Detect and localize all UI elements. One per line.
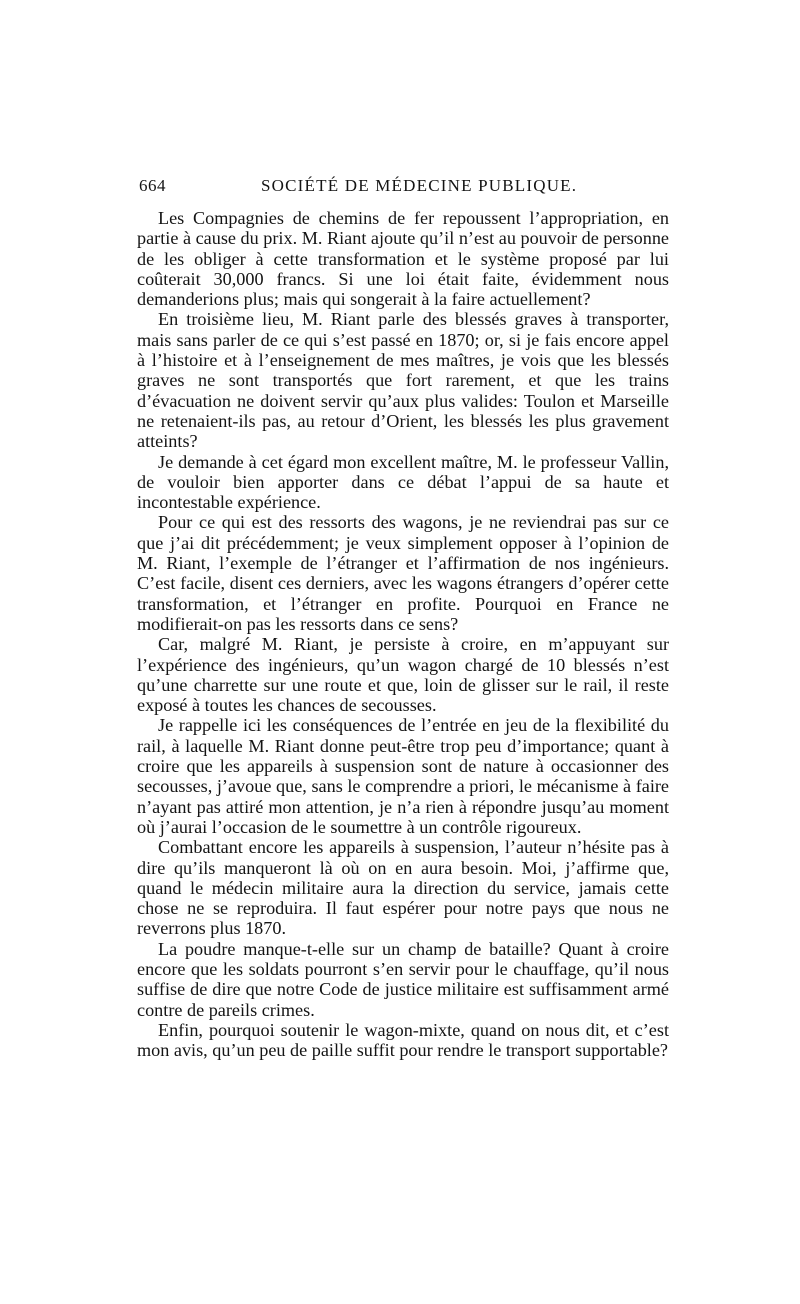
paragraph: Combattant encore les appareils à suspension, l’auteur n’hésite pas à dire qu’ils manqueront là où on en aura besoin. Moi, j’affirme que, quand le médecin militaire aura la direction du service, jamais cette chose ne se reproduira. Il faut espérer pour notre pays que nous ne reverrons plus 1870. (137, 837, 669, 939)
page-number: 664 (139, 176, 166, 195)
paragraph: Je rappelle ici les conséquences de l’entrée en jeu de la flexibilité du rail, à laquelle M. Riant donne peut-être trop peu d’importance; quant à croire que les appareils à suspension sont de nature à occasionner des secousses, j’avoue que, sans le comprendre a priori, le mécanisme à faire n’ayant pas attiré mon attention, je n’a rien à répondre jusqu’au moment où j’aurai l’occasion de le soumettre à un contrôle rigoureux. (137, 715, 669, 837)
journal-title: SOCIÉTÉ DE MÉDECINE PUBLIQUE. (261, 176, 578, 195)
paragraph: Enfin, pourquoi soutenir le wagon-mixte, quand on nous dit, et c’est mon avis, qu’un peu de paille suffit pour rendre le transport supportable? (137, 1019, 669, 1061)
book-page (137, 172, 669, 1060)
paragraph: Je demande à cet égard mon excellent maître, M. le professeur Vallin, de vouloir bien apporter dans ce débat l’appui de sa haute et incontestable expérience. (137, 451, 669, 513)
running-head (137, 172, 669, 198)
paragraph: Les Compagnies de chemins de fer repoussent l’appropriation, en partie à cause du prix. M. Riant ajoute qu’il n’est au pouvoir de personne de les obliger à cette transformation et le système proposé par lui coûterait 30,000 francs. Si une loi était faite, évidemment nous demanderions plus; mais qui songerait à la faire actuellement? (137, 208, 669, 310)
paragraph: La poudre manque-t-elle sur un champ de bataille? Quant à croire encore que les soldats pourront s’en servir pour le chauffage, qu’il nous suffise de dire que notre Code de justice militaire est suffisamment armé contre de pareils crimes. (137, 938, 669, 1020)
body-text (137, 208, 669, 1060)
paragraph: Pour ce qui est des ressorts des wagons, je ne reviendrai pas sur ce que j’ai dit précédemment; je veux simplement opposer à l’opinion de M. Riant, l’exemple de l’étranger et l’affirmation de nos ingénieurs. C’est facile, disent ces derniers, avec les wagons étrangers d’opérer cette transformation, et l’étranger en profite. Pourquoi en France ne modifierait-on pas les ressorts dans ce sens? (137, 512, 669, 634)
paragraph: Car, malgré M. Riant, je persiste à croire, en m’appuyant sur l’expérience des ingénieurs, qu’un wagon chargé de 10 blessés n’est qu’une charrette sur une route et que, loin de glisser sur le rail, il reste exposé à toutes les chances de secousses. (137, 634, 669, 716)
paragraph: En troisième lieu, M. Riant parle des blessés graves à transporter, mais sans parler de ce qui s’est passé en 1870; or, si je fais encore appel à l’histoire et à l’enseignement de mes maîtres, je vois que les blessés graves ne sont transportés que fort rarement, et que les trains d’évacuation ne doivent servir qu’aux plus valides: Toulon et Marseille ne retenaient-ils pas, au retour d’Orient, les blessés les plus gravement atteints? (137, 309, 669, 452)
